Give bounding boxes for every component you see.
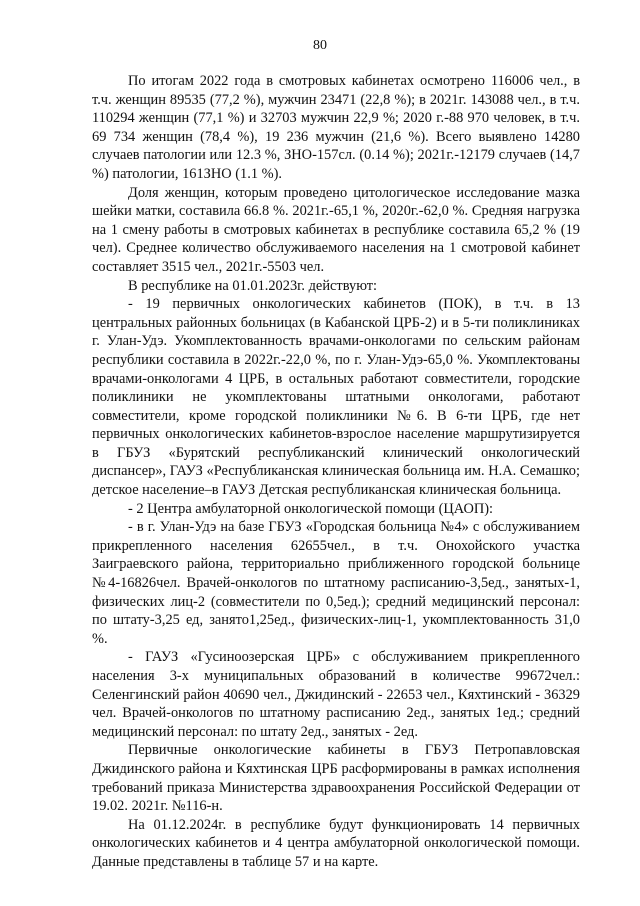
paragraph-gusinoozersk-center: - ГАУЗ «Гусиноозерская ЦРБ» с обслуживанием прикрепленного населения 3-х муниципальных образований в количестве 99672чел.: Селенгинский район 40690 чел., Джидинский - 22653 чел., Кяхтинский - 36329 чел. Врачей-онкологов по штатному расписанию 2ед., занятых 1ед.; средний медицинский персонал: по штату 2ед., занятых - 2ед. (92, 649, 580, 740)
paragraph-outpatient-centers-intro: - 2 Центра амбулаторной онкологической помощи (ЦАОП): (128, 500, 494, 517)
paragraph-republic-facilities-intro: В республике на 01.01.2023г. действуют: (128, 277, 378, 294)
paragraph-disbanded-offices: Первичные онкологические кабинеты в ГБУЗ Петропавловская Джидинского района и Кяхтинская ЦРБ расформированы в рамках исполнения требований приказа Министерства здравоохранения Российской Федерации от 19.02. 2021г. №116-н. (92, 742, 580, 815)
page-number: 80 (313, 38, 327, 53)
paragraph-2024-plan: На 01.12.2024г. в республике будут функционировать 14 первичных онкологических кабинетов и 4 центра амбулаторной онкологической помощи. Данные представлены в таблице 57 и на карте. (92, 816, 580, 870)
paragraph-ulan-ude-center: - в г. Улан-Удэ на базе ГБУЗ «Городская больница №4» с обслуживанием прикрепленного населения 62655чел., в т.ч. Онохойского участка Заиграевского района, территориально приближенного городской больнице №4-16826чел. Врачей-онкологов по штатному расписанию-3,5ед., занятых-1, физических лиц-2 (совместители по 0,5ед.); средний медицинский персонал: по штату-3,25 ед, занято1,25ед., физических-лиц-1, укомплектованность 31,0 %. (92, 519, 580, 647)
paragraph-cytology-share: Доля женщин, которым проведено цитологическое исследование мазка шейки матки, составила 66.8 %. 2021г.-65,1 %, 2020г.-62,0 %. Средняя нагрузка на 1 смену работы в смотровых кабинетах в республике составила 65,2 % (19 чел). Среднее количество обслуживаемого населения на 1 смотровой кабинет составляет 3515 чел., 2021г.-5503 чел. (92, 184, 580, 275)
paragraph-primary-oncology-offices: - 19 первичных онкологических кабинетов (ПОК), в т.ч. в 13 центральных районных больницах (в Кабанской ЦРБ-2) и в 5-ти поликлиниках г. Улан-Удэ. Укомплектованность врачами-онкологами по сельским районам республики составила в 2022г.-22,0 %, по г. Улан-Удэ-65,0 %. Укомплектованы врачами-онкологами 4 ЦРБ, в остальных работают совместители, городские поликлиники не укомплектованы штатными онкологами, работают совместители, кроме городской поликлиники №6. В 6-ти ЦРБ, где нет первичных онкологических кабинетов-взрослое население маршрутизируется в ГБУЗ «Бурятский республиканский клинический онкологический диспансер», ГАУЗ «Республиканская клиническая больница им. Н.А. Семашко; детское население–в ГАУЗ Детская республиканская клиническая больница. (92, 296, 580, 499)
paragraph-screening-results: По итогам 2022 года в смотровых кабинетах осмотрено 116006 чел., в т.ч. женщин 89535 (77,2 %), мужчин 23471 (22,8 %); в 2021г. 143088 чел., в т.ч. 110294 женщин (77,1 %) и 32703 мужчин 22,9 %; 2020 г.-88 970 человек, в т.ч. 69 734 женщин (78,4 %), 19 236 мужчин (21,6 %). Всего выявлено 14280 случаев патологии или 12.3 %, ЗНО-157сл. (0.14 %); 2021г.-12179 случаев (14,7 %) патологии, 161ЗНО (1.1 %). (92, 73, 580, 182)
document-body (92, 72, 580, 872)
